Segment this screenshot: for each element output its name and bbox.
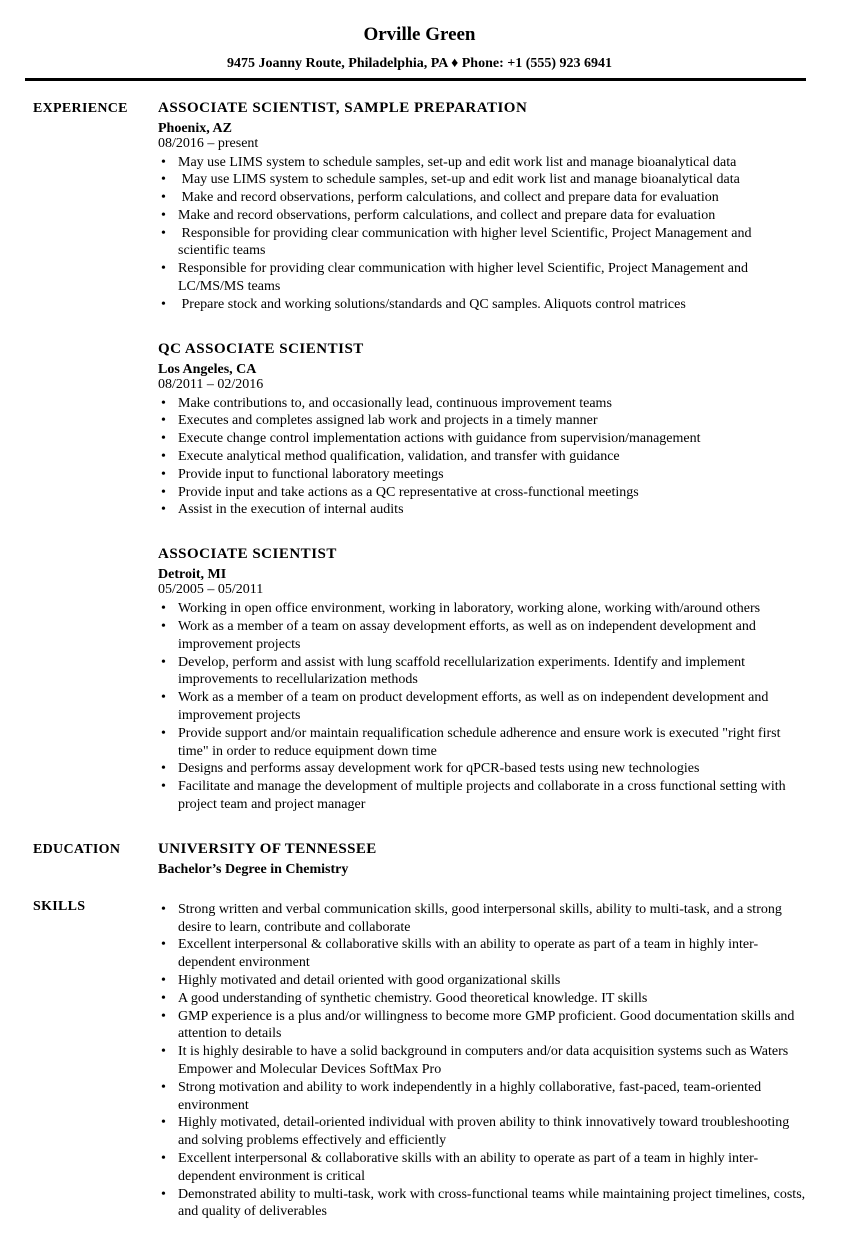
bullet-item: • Provide support and/or maintain requalification schedule adherence and ensure work is executed "right first time" in order to reduce equipment down time — [158, 725, 806, 761]
resume-header — [33, 25, 806, 73]
bullet-item: • Develop, perform and assist with lung scaffold recellularization experiments. Identify and implement improvements to recellularization methods — [158, 654, 806, 690]
job-bullets — [158, 154, 806, 314]
bullet-item: • Work as a member of a team on product development efforts, as well as on independent development and improvement projects — [158, 689, 806, 725]
job-dates: 08/2011 – 02/2016 — [158, 376, 264, 392]
job-entry — [158, 546, 806, 814]
bullet-item: • Excellent interpersonal & collaborative skills with an ability to operate as part of a team in highly inter-dependent environment is critical — [158, 1150, 806, 1186]
job-location: Phoenix, AZ — [158, 120, 232, 136]
bullet-item: • Highly motivated and detail oriented with good organizational skills — [158, 972, 806, 990]
job-location: Detroit, MI — [158, 567, 227, 583]
bullet-item: • May use LIMS system to schedule samples, set-up and edit work list and manage bioanalytical data — [158, 171, 806, 189]
education-label: EDUCATION — [33, 841, 121, 857]
experience-label: EXPERIENCE — [33, 100, 128, 116]
job-title: QC ASSOCIATE SCIENTIST — [158, 340, 364, 357]
bullet-item: • It is highly desirable to have a solid background in computers and/or data acquisition systems such as Waters Empower and Molecular Devices SoftMax Pro — [158, 1043, 806, 1079]
skills-body — [158, 898, 809, 1221]
job-location: Los Angeles, CA — [158, 361, 257, 377]
job-bullets — [158, 600, 806, 814]
bullet-item: • Working in open office environment, working in laboratory, working alone, working with/around others — [158, 600, 806, 618]
education-body — [158, 841, 806, 878]
bullet-item: • Designs and performs assay development work for qPCR-based tests using new technologies — [158, 760, 806, 778]
job-entry — [158, 100, 806, 314]
job-title: ASSOCIATE SCIENTIST — [158, 546, 337, 563]
contact-line: 9475 Joanny Route, Philadelphia, PA ♦ Phone: +1 (555) 923 6941 — [226, 56, 613, 71]
job-bullets — [158, 395, 806, 520]
skills-section — [33, 898, 809, 1221]
bullet-item: • Execute analytical method qualification, validation, and transfer with guidance — [158, 448, 806, 466]
bullet-item: • May use LIMS system to schedule samples, set-up and edit work list and manage bioanalytical data — [158, 154, 806, 172]
job-title: ASSOCIATE SCIENTIST, SAMPLE PREPARATION — [158, 99, 528, 116]
bullet-item: • Facilitate and manage the development of multiple projects and collaborate in a cross functional setting with project team and project manager — [158, 778, 806, 814]
skills-bullets — [158, 901, 809, 1221]
job-dates: 08/2016 – present — [158, 135, 259, 151]
bullet-item: • Strong written and verbal communication skills, good interpersonal skills, ability to multi-task, and a strong desire to learn, contribute and collaborate — [158, 901, 806, 937]
bullet-item: • Executes and completes assigned lab work and projects in a timely manner — [158, 412, 806, 430]
education-section — [33, 841, 806, 878]
experience-jobs — [158, 100, 806, 814]
bullet-item: • Strong motivation and ability to work independently in a highly collaborative, fast-paced, team-oriented environment — [158, 1079, 806, 1115]
bullet-item: • Provide input and take actions as a QC representative at cross-functional meetings — [158, 484, 806, 502]
bullet-item: • Highly motivated, detail-oriented individual with proven ability to think innovatively toward troubleshooting and solving problems effectively and efficiently — [158, 1114, 806, 1150]
bullet-item: • Prepare stock and working solutions/standards and QC samples. Aliquots control matrices — [158, 296, 806, 314]
person-name: Orville Green — [363, 24, 476, 45]
bullet-item: • Make and record observations, perform calculations, and collect and prepare data for evaluation — [158, 207, 806, 225]
job-entry — [158, 341, 806, 520]
bullet-item: • Responsible for providing clear communication with higher level Scientific, Project Management and scientific teams — [158, 225, 806, 261]
bullet-item: • Demonstrated ability to multi-task, work with cross-functional teams while maintaining project timelines, costs, and quality of deliverables — [158, 1186, 806, 1222]
bullet-item: • Work as a member of a team on assay development efforts, as well as on independent development and improvement projects — [158, 618, 806, 654]
bullet-item: • Provide input to functional laboratory meetings — [158, 466, 806, 484]
bullet-item: • GMP experience is a plus and/or willingness to become more GMP proficient. Good documentation skills and attention to details — [158, 1008, 806, 1044]
experience-section — [33, 100, 806, 814]
skills-label: SKILLS — [33, 898, 86, 914]
bullet-item: • Execute change control implementation actions with guidance from supervision/management — [158, 430, 806, 448]
header-divider — [25, 78, 806, 81]
bullet-item: • Make contributions to, and occasionally lead, continuous improvement teams — [158, 395, 806, 413]
bullet-item: • A good understanding of synthetic chemistry. Good theoretical knowledge. IT skills — [158, 990, 806, 1008]
bullet-item: • Excellent interpersonal & collaborative skills with an ability to operate as part of a team in highly inter-dependent environment — [158, 936, 806, 972]
bullet-item: • Assist in the execution of internal audits — [158, 501, 806, 519]
bullet-item: • Make and record observations, perform calculations, and collect and prepare data for evaluation — [158, 189, 806, 207]
job-dates: 05/2005 – 05/2011 — [158, 582, 264, 598]
education-school: UNIVERSITY OF TENNESSEE — [158, 840, 377, 857]
education-degree: Bachelor’s Degree in Chemistry — [158, 861, 349, 877]
bullet-item: • Responsible for providing clear communication with higher level Scientific, Project Management and LC/MS/MS teams — [158, 260, 806, 296]
